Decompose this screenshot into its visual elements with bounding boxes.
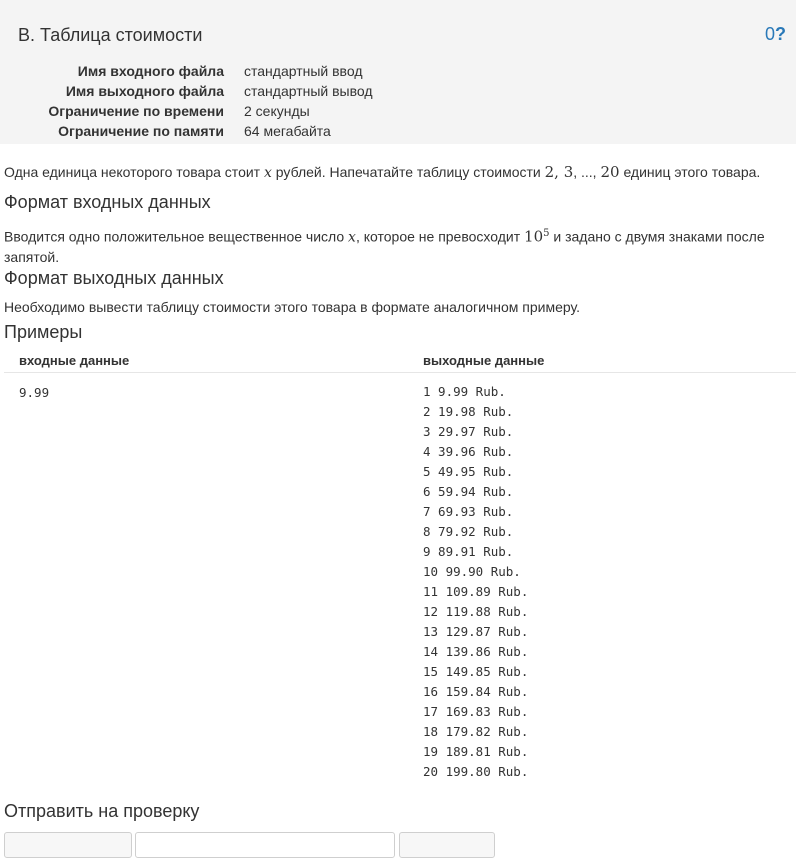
limit-row <box>0 83 796 103</box>
math-var: x <box>263 165 272 181</box>
limit-key: Имя выходного файла <box>65 83 224 99</box>
input-format-text: Вводится одно положительное вещественное число <box>4 228 349 245</box>
input-format-paragraph <box>4 224 792 267</box>
output-line: 18 179.82 Rub. <box>423 724 529 739</box>
output-line: 11 109.89 Rub. <box>423 584 529 599</box>
help-link[interactable] <box>765 24 786 45</box>
statement-text: рублей. Напечатайте таблицу стоимости <box>271 164 545 180</box>
output-line: 8 79.92 Rub. <box>423 524 514 539</box>
output-line: 20 199.80 Rub. <box>423 764 529 779</box>
example-output <box>423 385 528 785</box>
limit-value: 2 секунды <box>244 103 310 119</box>
output-line: 6 59.94 Rub. <box>423 484 514 499</box>
math-exponent: 5 <box>543 228 550 239</box>
output-line: 1 9.99 Rub. <box>423 384 506 399</box>
statement-text: единиц этого товара. <box>619 164 761 180</box>
output-format-heading: Формат выходных данных <box>4 268 224 288</box>
limit-value: 64 мегабайта <box>244 123 331 139</box>
math-base: 10 <box>524 227 544 246</box>
example-input: 9.99 <box>19 385 50 400</box>
limit-row <box>0 123 796 143</box>
statement-text: Одна единица некоторого товара стоит <box>4 164 264 180</box>
output-line: 3 29.97 Rub. <box>423 424 514 439</box>
submit-heading: Отправить на проверку <box>4 801 200 821</box>
output-line: 15 149.85 Rub. <box>423 664 529 679</box>
limit-key: Ограничение по памяти <box>58 123 224 139</box>
statement-text: , ..., <box>573 164 601 180</box>
limit-value: стандартный вывод <box>244 83 373 99</box>
examples-heading: Примеры <box>4 322 83 342</box>
statement-paragraph <box>4 163 760 181</box>
limit-key: Имя входного файла <box>77 63 224 79</box>
output-line: 2 19.98 Rub. <box>423 404 514 419</box>
math-numbers: 2, 3 <box>544 163 574 181</box>
output-format-paragraph: Необходимо вывести таблицу стоимости этого товара в формате аналогичном примеру. <box>4 299 581 315</box>
input-format-heading: Формат входных данных <box>4 192 211 212</box>
output-line: 5 49.95 Rub. <box>423 464 514 479</box>
file-field[interactable] <box>135 832 395 858</box>
output-line: 9 89.91 Rub. <box>423 544 514 559</box>
problem-title: B. Таблица стоимости <box>18 25 203 45</box>
output-line: 16 159.84 Rub. <box>423 684 529 699</box>
output-line: 17 169.83 Rub. <box>423 704 529 719</box>
output-column-label: выходные данные <box>423 353 545 368</box>
submit-button[interactable] <box>399 832 495 858</box>
output-line: 10 99.90 Rub. <box>423 564 521 579</box>
output-line: 13 129.87 Rub. <box>423 624 529 639</box>
limit-key: Ограничение по времени <box>48 103 224 119</box>
input-format-text: запятой. <box>4 248 60 265</box>
input-format-text: и задано с двумя знаками после <box>549 228 765 245</box>
math-number: 20 <box>600 163 620 181</box>
output-line: 12 119.88 Rub. <box>423 604 529 619</box>
output-line: 4 39.96 Rub. <box>423 444 514 459</box>
output-line: 7 69.93 Rub. <box>423 504 514 519</box>
limit-row <box>0 103 796 123</box>
examples-table-header <box>4 346 796 373</box>
help-count: 0 <box>764 24 775 44</box>
math-var: x <box>348 229 356 246</box>
input-format-text: , которое не превосходит <box>355 228 525 245</box>
help-icon: ? <box>775 24 786 44</box>
input-column-label: входные данные <box>19 353 130 368</box>
output-line: 14 139.86 Rub. <box>423 644 529 659</box>
limit-row <box>0 63 796 83</box>
output-line: 19 189.81 Rub. <box>423 744 529 759</box>
language-select[interactable] <box>4 832 132 858</box>
limit-value: стандартный ввод <box>244 63 363 79</box>
